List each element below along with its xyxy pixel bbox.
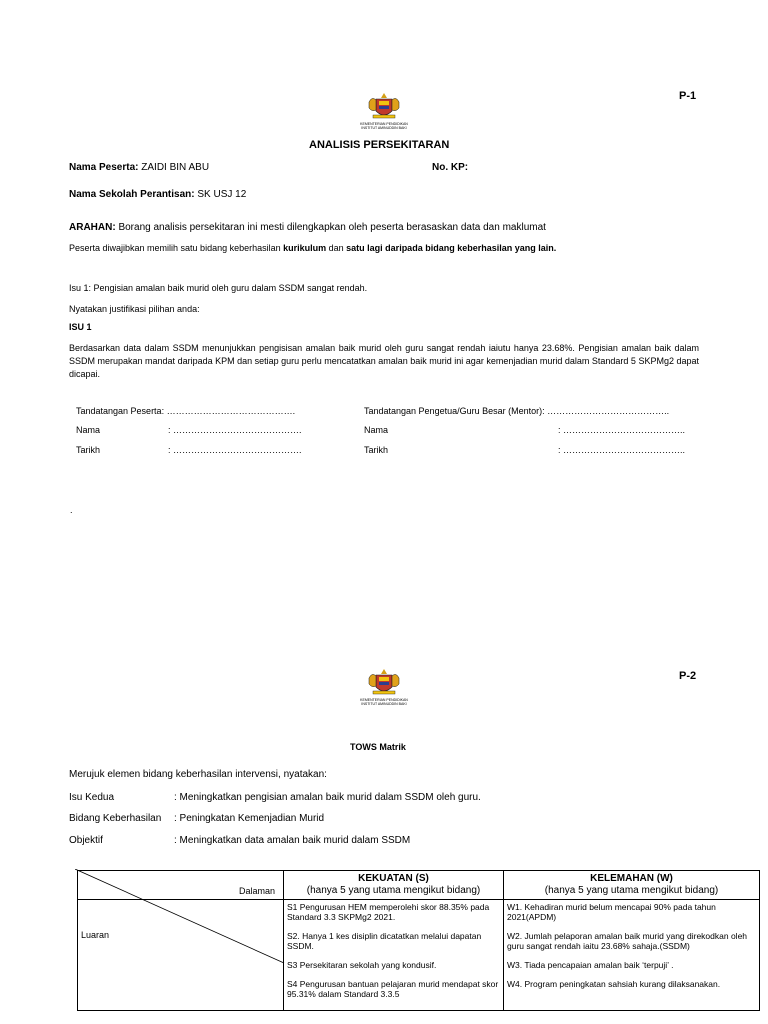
weaknesses-cell bbox=[504, 900, 760, 1011]
weaknesses-subtitle: (hanya 5 yang utama mengikut bidang) bbox=[544, 885, 719, 896]
justification-text: Berdasarkan data dalam SSDM menunjukkan pengisisan amalan baik murid oleh guru sangat rendah iaiutu hanya 23.68%. Pengisian amalan baik dalam SSDM merupakan mandat daripada KPM dan setiap guru perlu mencatatkan amalan baik murid ini agar kemenjadian murid dalam Standard 5 SKPMg2 dapat dicapai. bbox=[69, 343, 699, 379]
sig-name2-label: Nama bbox=[364, 425, 389, 435]
coat-of-arms-icon bbox=[367, 668, 401, 698]
crest-org-line-2: INSTITUT AMINUDDIN BAKI bbox=[361, 126, 407, 130]
strength-item: S4 Pengurusan bantuan pelajaran murid mendapat skor 95.31% dalam Standard 3.3.5 bbox=[287, 979, 499, 999]
weaknesses-header bbox=[504, 871, 760, 900]
stray-dot: . bbox=[70, 505, 73, 515]
weaknesses-title: KELEMAHAN (W) bbox=[590, 873, 673, 884]
justify-prompt: Nyatakan justifikasi pilihan anda: bbox=[69, 304, 200, 314]
school-label: Nama Sekolah Perantisan: bbox=[69, 189, 195, 200]
ministry-crest-2 bbox=[354, 668, 414, 718]
coat-of-arms-icon bbox=[367, 92, 401, 122]
instruction-bold-1: kurikulum bbox=[283, 243, 327, 253]
strengths-subtitle: (hanya 5 yang utama mengikut bidang) bbox=[306, 885, 481, 896]
objektif-label: Objektif bbox=[69, 835, 103, 846]
isu-kedua-label: Isu Kedua bbox=[69, 792, 115, 803]
isu1-heading: ISU 1 bbox=[69, 322, 92, 332]
sig-name2-dots: : ………………………………….. bbox=[558, 425, 686, 435]
signature-participant: Tandatangan Peserta: ……………………………………. bbox=[76, 406, 296, 416]
crest-org-line-2: INSTITUT AMINUDDIN BAKI bbox=[361, 702, 407, 706]
weakness-item: W2. Jumlah pelaporan amalan baik murid yang direkodkan oleh guru sangat rendah iaitu 23.68% sahaja.(SSDM) bbox=[507, 931, 748, 951]
sig-name-label: Nama bbox=[76, 425, 101, 435]
tows-matrix-table bbox=[77, 870, 760, 1011]
participant-line bbox=[69, 162, 209, 173]
strengths-title: KEKUATAN (S) bbox=[358, 873, 429, 884]
strength-item: S3 Persekitaran sekolah yang kondusif. bbox=[287, 960, 437, 970]
ministry-crest bbox=[354, 92, 414, 142]
strength-item: S1 Pengurusan HEM memperolehi skor 88.35% pada Standard 3.3 SKPMg2 2021. bbox=[287, 902, 490, 922]
participant-value: ZAIDI BIN ABU bbox=[141, 162, 210, 173]
corner-dalaman: Dalaman bbox=[238, 886, 275, 896]
instruction-part-1: Peserta diwajibkan memilih satu bidang keberhasilan bbox=[69, 243, 284, 253]
arahan-text: Borang analisis persekitaran ini mesti dilengkapkan oleh peserta berasaskan data dan maklumat bbox=[118, 222, 546, 233]
arahan-line bbox=[69, 222, 546, 233]
page-number-2: P-2 bbox=[679, 670, 697, 682]
page-title: ANALISIS PERSEKITARAN bbox=[309, 139, 450, 151]
strengths-cell bbox=[284, 900, 504, 1011]
weakness-item: W3. Tiada pencapaian amalan baik ‘terpuji’ . bbox=[507, 960, 674, 970]
crest-org-line-1: KEMENTERIAN PENDIDIKAN bbox=[360, 122, 408, 126]
strengths-header bbox=[284, 871, 504, 900]
instruction-line bbox=[69, 243, 556, 253]
corner-cell bbox=[78, 871, 284, 900]
objektif-value: : Meningkatkan data amalan baik murid dalam SSDM bbox=[174, 835, 411, 846]
tows-intro: Merujuk elemen bidang keberhasilan intervensi, nyatakan: bbox=[69, 769, 327, 780]
signature-mentor: Tandatangan Pengetua/Guru Besar (Mentor): ………………………………….. bbox=[364, 406, 670, 416]
sig-date-dots: : ……………………………………. bbox=[168, 445, 302, 455]
sig-name-dots: : ……………………………………. bbox=[168, 425, 302, 435]
isu-kedua-value: : Meningkatkan pengisian amalan baik murid dalam SSDM oleh guru. bbox=[174, 792, 481, 803]
participant-label: Nama Peserta: bbox=[69, 162, 139, 173]
corner-luaran: Luaran bbox=[81, 930, 110, 940]
sig-date2-dots: : ………………………………….. bbox=[558, 445, 686, 455]
strength-item: S2. Hanya 1 kes disiplin dicatatkan melalui dapatan SSDM. bbox=[287, 931, 482, 951]
sig-date-label: Tarikh bbox=[76, 445, 101, 455]
diagonal-divider bbox=[75, 869, 285, 964]
weakness-item: W1. Kehadiran murid belum mencapai 90% pada tahun 2021(APDM) bbox=[507, 902, 716, 922]
table-header-row bbox=[78, 871, 760, 900]
instruction-bold-2: satu lagi daripada bidang keberhasilan yang lain. bbox=[346, 243, 557, 253]
arahan-label: ARAHAN: bbox=[69, 222, 116, 233]
sig-date2-label: Tarikh bbox=[364, 445, 389, 455]
bidang-value: : Peningkatan Kemenjadian Murid bbox=[174, 813, 325, 824]
weakness-item: W4. Program peningkatan sahsiah kurang dilaksanakan. bbox=[507, 979, 721, 989]
school-line bbox=[69, 189, 246, 200]
school-value: SK USJ 12 bbox=[197, 189, 247, 200]
bidang-label: Bidang Keberhasilan bbox=[69, 813, 162, 824]
page-number: P-1 bbox=[679, 90, 697, 102]
crest-org-line-1: KEMENTERIAN PENDIDIKAN bbox=[360, 698, 408, 702]
kp-label: No. KP: bbox=[432, 162, 469, 173]
isu1-line: Isu 1: Pengisian amalan baik murid oleh guru dalam SSDM sangat rendah. bbox=[69, 283, 368, 293]
tows-title: TOWS Matrik bbox=[350, 742, 406, 752]
instruction-part-2: dan bbox=[326, 243, 347, 253]
